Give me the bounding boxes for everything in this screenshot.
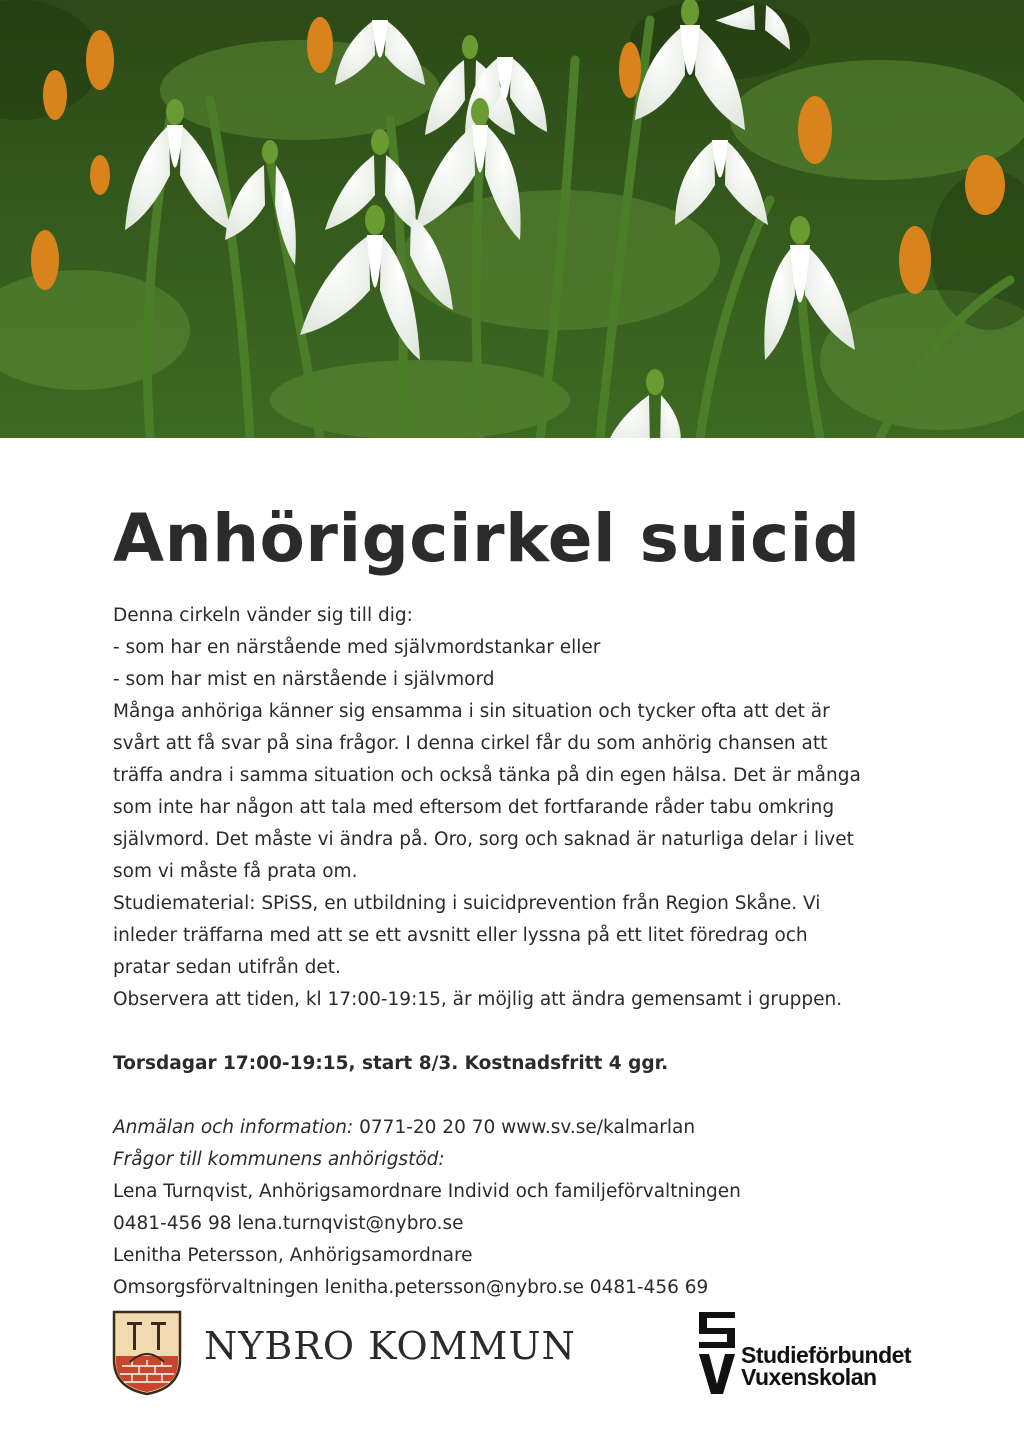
material-line: Observera att tiden, kl 17:00-19:15, är möjlig att ändra gemensamt i gruppen. (113, 989, 843, 1010)
studieforbundet-logo (695, 1308, 995, 1400)
contact-line: Omsorgsförvaltningen lenitha.petersson@nybro.se 0481-456 69 (113, 1277, 709, 1298)
page-title: Anhörigcirkel suicid (113, 500, 861, 577)
contact-line: Lena Turnqvist, Anhörigsamordnare Individ och familjeförvaltningen (113, 1181, 741, 1202)
paragraph-line: träffa andra i samma situation och också tänka på din egen hälsa. Det är många (113, 765, 861, 786)
nybro-kommun-logo (112, 1310, 582, 1400)
signup-line (113, 1112, 943, 1144)
snowdrops-illustration (0, 0, 1024, 438)
contact-line: Lenitha Petersson, Anhörigsamordnare (113, 1245, 473, 1266)
sv-monogram-icon (695, 1308, 739, 1396)
sv-wordmark-line1: Studieförbundet (741, 1342, 912, 1368)
sv-wordmark-line2: Vuxenskolan (741, 1364, 877, 1390)
schedule-line: Torsdagar 17:00-19:15, start 8/3. Kostnadsfritt 4 ggr. (113, 1053, 669, 1074)
intro-line: - som har mist en närstående i självmord (113, 669, 495, 690)
hero-photo (0, 0, 1024, 438)
material-line: pratar sedan utifrån det. (113, 957, 341, 978)
sv-wordmark (741, 1344, 911, 1388)
signup-value: 0771-20 20 70 www.sv.se/kalmarlan (353, 1117, 696, 1138)
intro-line: - som har en närstående med självmordstankar eller (113, 637, 601, 658)
intro-line: Denna cirkeln vänder sig till dig: (113, 605, 413, 626)
nybro-coat-of-arms-icon (112, 1310, 182, 1396)
contact-line: 0481-456 98 lena.turnqvist@nybro.se (113, 1213, 464, 1234)
body-text (113, 600, 943, 1304)
material-line: Studiematerial: SPiSS, en utbildning i suicidprevention från Region Skåne. Vi (113, 893, 821, 914)
signup-label: Anmälan och information: (113, 1117, 354, 1138)
paragraph-line: svårt att få svar på sina frågor. I denna cirkel får du som anhörig chansen att (113, 733, 828, 754)
paragraph-line: som vi måste få prata om. (113, 861, 358, 882)
paragraph-line: självmord. Det måste vi ändra på. Oro, sorg och saknad är naturliga delar i livet (113, 829, 854, 850)
paragraph-line: Många anhöriga känner sig ensamma i sin situation och tycker ofta att det är (113, 701, 830, 722)
material-line: inleder träffarna med att se ett avsnitt eller lyssna på ett litet föredrag och (113, 925, 808, 946)
paragraph-line: som inte har någon att tala med eftersom det fortfarande råder tabu omkring (113, 797, 835, 818)
nybro-wordmark: NYBRO KOMMUN (204, 1324, 576, 1368)
questions-label: Frågor till kommunens anhörigstöd: (113, 1149, 445, 1170)
